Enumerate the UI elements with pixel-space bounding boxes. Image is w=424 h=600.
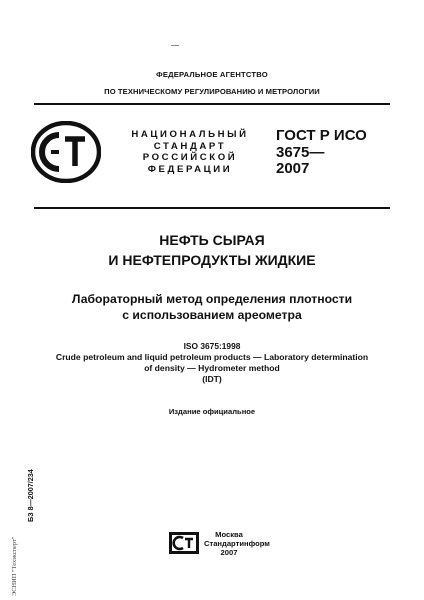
top-rule bbox=[34, 103, 390, 105]
middle-rule bbox=[34, 207, 390, 209]
publisher-city: Москва bbox=[215, 530, 243, 539]
title-line-1: НЕФТЬ СЫРАЯ bbox=[159, 232, 265, 248]
publisher-year: 2007 bbox=[220, 548, 238, 558]
edition-label: Издание официальное bbox=[168, 407, 256, 416]
subtitle-line-2: с использованием ареометра bbox=[122, 308, 302, 322]
english-title-line-1: Crude petroleum and liquid petroleum products — Laboratory determination bbox=[55, 352, 369, 362]
agency-line-1: ФЕДЕРАЛЬНОЕ АГЕНТСТВО bbox=[156, 70, 268, 79]
standartinform-logo-icon bbox=[168, 531, 200, 555]
national-line: СТАНДАРТ bbox=[153, 140, 227, 152]
side-code: БЗ 8—2007/234 bbox=[26, 469, 35, 522]
national-line: ФЕДЕРАЦИИ bbox=[147, 163, 233, 175]
document-subtitle bbox=[0, 291, 424, 323]
agency-line-2: ПО ТЕХНИЧЕСКОМУ РЕГУЛИРОВАНИЮ И МЕТРОЛОГИИ bbox=[104, 87, 320, 96]
national-line: НАЦИОНАЛЬНЫЙ bbox=[131, 129, 249, 140]
equivalence-note: (IDT) bbox=[202, 374, 222, 384]
designation-line: ГОСТ Р ИСО bbox=[276, 127, 367, 144]
national-standard-block bbox=[122, 129, 258, 175]
subtitle-line-1: Лабораторный метод определения плотности bbox=[71, 292, 353, 306]
iso-reference: ISO 3675:1998 bbox=[183, 341, 241, 351]
side-note: ЭСНИП "Техэксперт" bbox=[11, 536, 18, 596]
top-mark bbox=[171, 45, 179, 46]
document-title bbox=[0, 230, 424, 270]
english-title bbox=[0, 352, 424, 385]
publisher-block bbox=[204, 530, 270, 558]
title-line-2: И НЕФТЕПРОДУКТЫ ЖИДКИЕ bbox=[108, 252, 316, 268]
publisher-name: Стандартинформ bbox=[204, 539, 270, 549]
national-line: РОССИЙСКОЙ bbox=[142, 152, 238, 164]
rst-certification-logo-icon bbox=[31, 121, 101, 183]
standard-designation bbox=[276, 128, 396, 178]
designation-line: 2007 bbox=[276, 160, 310, 177]
designation-line: 3675— bbox=[276, 143, 325, 161]
english-title-line-2: of density — Hydrometer method bbox=[144, 363, 280, 373]
